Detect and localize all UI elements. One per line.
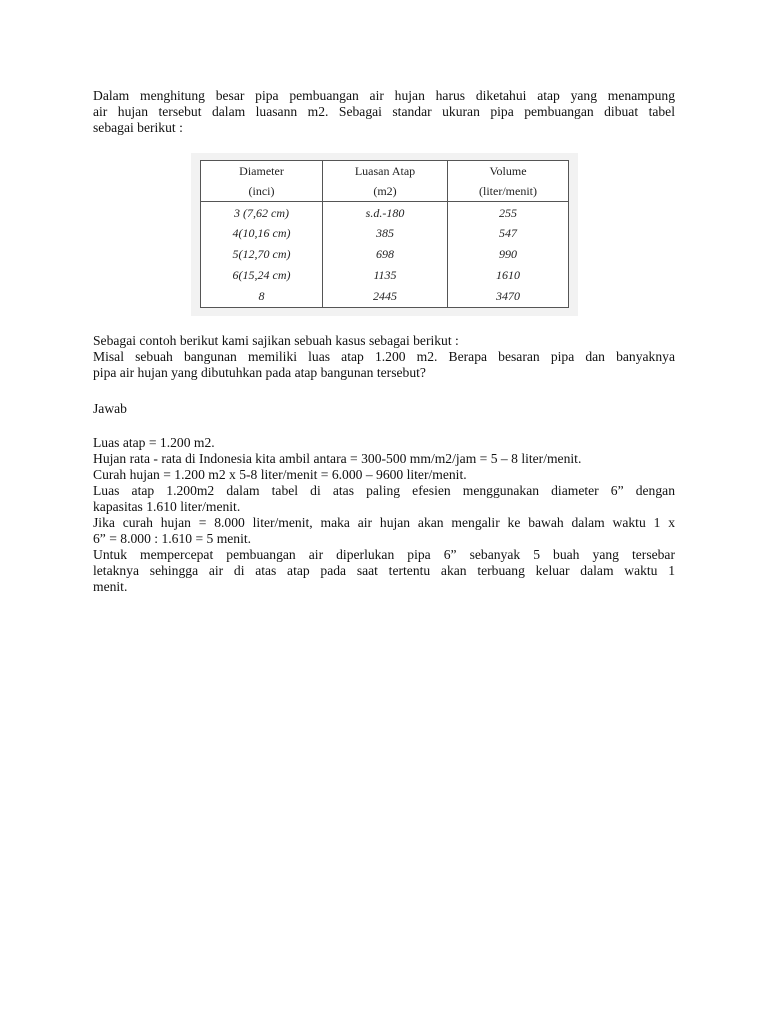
pipe-size-table xyxy=(200,160,569,308)
example-section xyxy=(93,333,675,381)
table-row xyxy=(201,244,569,265)
intro-line-1: Dalam menghitung besar pipa pembuangan air hujan harus diketahui atap yang menampung xyxy=(93,88,675,103)
intro-line-3: sebagai berikut : xyxy=(93,120,183,135)
pipe-size-table-image xyxy=(191,153,578,316)
answer-line-6: Jika curah hujan = 8.000 liter/menit, maka air hujan akan mengalir ke bawah dalam waktu 1 x xyxy=(93,515,675,530)
table-cell: 990 xyxy=(448,244,569,265)
table-header-row xyxy=(201,161,569,202)
answer-line-8: Untuk mempercepat pembuangan air diperlukan pipa 6” sebanyak 5 buah yang tersebar xyxy=(93,547,675,562)
answer-line-1: Luas atap = 1.200 m2. xyxy=(93,435,215,450)
answer-line-3: Curah hujan = 1.200 m2 x 5-8 liter/menit = 6.000 – 9600 liter/menit. xyxy=(93,467,467,482)
table-cell: 255 xyxy=(448,202,569,224)
table-cell: 8 xyxy=(201,286,323,308)
example-line-1: Sebagai contoh berikut kami sajikan sebuah kasus sebagai berikut : xyxy=(93,333,459,348)
table-row xyxy=(201,202,569,224)
header-diameter: Diameter (inci) xyxy=(201,161,323,202)
answer-paragraph xyxy=(93,435,675,595)
table-cell: 2445 xyxy=(323,286,448,308)
answer-section xyxy=(93,435,675,595)
answer-heading: Jawab xyxy=(93,401,127,416)
table-cell: 698 xyxy=(323,244,448,265)
answer-line-2: Hujan rata - rata di Indonesia kita ambil antara = 300-500 mm/m2/jam = 5 – 8 liter/menit. xyxy=(93,451,582,466)
example-line-3: pipa air hujan yang dibutuhkan pada atap bangunan tersebut? xyxy=(93,365,426,380)
answer-line-5: kapasitas 1.610 liter/menit. xyxy=(93,499,241,514)
table-cell: 385 xyxy=(323,223,448,244)
table-cell: 6(15,24 cm) xyxy=(201,265,323,286)
table-row xyxy=(201,265,569,286)
example-line-2: Misal sebuah bangunan memiliki luas atap 1.200 m2. Berapa besaran pipa dan banyaknya xyxy=(93,349,675,364)
table-cell: 4(10,16 cm) xyxy=(201,223,323,244)
example-paragraph xyxy=(93,333,675,381)
table-cell: 5(12,70 cm) xyxy=(201,244,323,265)
answer-heading-block xyxy=(93,401,675,417)
answer-line-9: letaknya sehingga air di atas atap pada saat tertentu akan terbuang keluar dalam waktu 1 xyxy=(93,563,675,578)
table-row xyxy=(201,286,569,308)
intro-paragraph xyxy=(93,88,675,136)
table-cell: 3 (7,62 cm) xyxy=(201,202,323,224)
answer-line-10: menit. xyxy=(93,579,128,594)
table-row xyxy=(201,223,569,244)
intro-line-2: air hujan tersebut dalam luasann m2. Sebagai standar ukuran pipa pembuangan dibuat tabel xyxy=(93,104,675,119)
header-volume: Volume (liter/menit) xyxy=(448,161,569,202)
table-cell: 1610 xyxy=(448,265,569,286)
answer-line-4: Luas atap 1.200m2 dalam tabel di atas paling efesien menggunakan diameter 6” dengan xyxy=(93,483,675,498)
answer-line-7: 6” = 8.000 : 1.610 = 5 menit. xyxy=(93,531,252,546)
document-body xyxy=(93,88,675,136)
table-cell: 547 xyxy=(448,223,569,244)
table-cell: 3470 xyxy=(448,286,569,308)
table-cell: s.d.-180 xyxy=(323,202,448,224)
table-cell: 1135 xyxy=(323,265,448,286)
header-luasan-atap: Luasan Atap (m2) xyxy=(323,161,448,202)
